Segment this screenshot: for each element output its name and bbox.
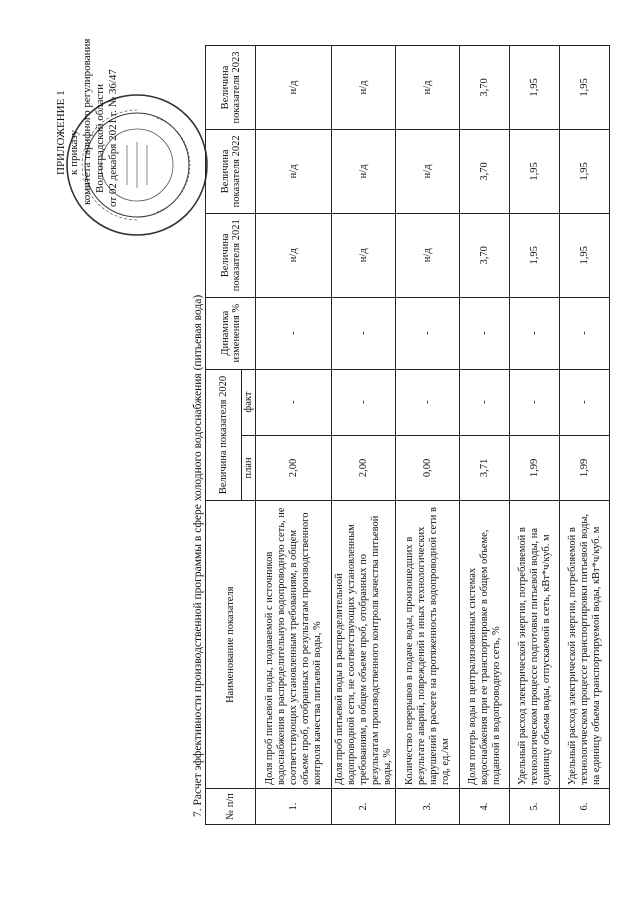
row-num: 2. <box>332 789 396 825</box>
row-value-2023: 1,95 <box>510 46 560 130</box>
table-row <box>396 46 460 825</box>
table-row <box>510 46 560 825</box>
row-num: 6. <box>560 789 610 825</box>
col-header-fact: факт <box>242 369 256 435</box>
row-indicator-name: Доля проб питьевой воды в распределительной водопроводной сети, не соответствующих установленным требованиям, в общем объеме проб, отобранных по результатам производственного контроля качества питьевой воды, % <box>332 501 396 789</box>
row-dynamics-value: - <box>332 297 396 369</box>
col-header-value2021: Величина показателя 2021 <box>206 213 256 297</box>
committee-name: комитета тарифного регулирования <box>81 38 93 205</box>
appendix-header <box>55 15 120 215</box>
row-value-2022: н/д <box>256 129 332 213</box>
row-value-2023: н/д <box>256 46 332 130</box>
col-header-num: № п/п <box>206 789 256 825</box>
row-value-2021: н/д <box>396 213 460 297</box>
row-fact-value: - <box>460 369 510 435</box>
efficiency-table <box>205 45 610 825</box>
col-header-dynamics: Динамика изменения % <box>206 297 256 369</box>
row-value-2022: н/д <box>396 129 460 213</box>
row-plan-value: 1,99 <box>560 435 610 501</box>
row-value-2023: 1,95 <box>560 46 610 130</box>
row-value-2021: 1,95 <box>560 213 610 297</box>
row-value-2023: н/д <box>332 46 396 130</box>
table-row <box>560 46 610 825</box>
row-plan-value: 2,00 <box>332 435 396 501</box>
row-value-2022: 1,95 <box>560 129 610 213</box>
row-dynamics-value: - <box>460 297 510 369</box>
row-plan-value: 1,99 <box>510 435 560 501</box>
col-header-plan: план <box>242 435 256 501</box>
section-title: 7. Расчет эффективности производственной программы в сфере холодного водоснабжения (питьевая вода) <box>192 294 204 817</box>
order-date-number: от 02 декабря 2021 г. № 36/47 <box>107 69 119 207</box>
col-header-value2020: Величина показателя 2020 <box>206 369 242 501</box>
row-plan-value: 0,00 <box>396 435 460 501</box>
row-indicator-name: Количество перерывов в подаче воды, произошедших в результате аварий, повреждений и иных технологических нарушений в расчете на протяженность водопроводной сети в год, ед./км <box>396 501 460 789</box>
row-value-2021: н/д <box>256 213 332 297</box>
row-dynamics-value: - <box>396 297 460 369</box>
row-value-2022: 1,95 <box>510 129 560 213</box>
row-fact-value: - <box>560 369 610 435</box>
order-reference: к приказу <box>68 129 80 175</box>
row-value-2022: 3,70 <box>460 129 510 213</box>
table-row <box>332 46 396 825</box>
row-plan-value: 2,00 <box>256 435 332 501</box>
row-value-2022: н/д <box>332 129 396 213</box>
row-num: 4. <box>460 789 510 825</box>
row-indicator-name: Доля потерь воды в централизованных системах водоснабжения при ее транспортировке в общем объеме, поданной в водопроводную сеть, % <box>460 501 510 789</box>
row-dynamics-value: - <box>256 297 332 369</box>
row-value-2023: н/д <box>396 46 460 130</box>
col-header-value2023: Величина показателя 2023 <box>206 46 256 130</box>
row-fact-value: - <box>256 369 332 435</box>
row-value-2021: н/д <box>332 213 396 297</box>
row-value-2021: 3,70 <box>460 213 510 297</box>
row-num: 5. <box>510 789 560 825</box>
col-header-value2022: Величина показателя 2022 <box>206 129 256 213</box>
appendix-title: ПРИЛОЖЕНИЕ 1 <box>55 90 67 175</box>
row-fact-value: - <box>396 369 460 435</box>
row-num: 1. <box>256 789 332 825</box>
row-value-2023: 3,70 <box>460 46 510 130</box>
row-dynamics-value: - <box>510 297 560 369</box>
row-value-2021: 1,95 <box>510 213 560 297</box>
row-plan-value: 3,71 <box>460 435 510 501</box>
table-row <box>256 46 332 825</box>
row-fact-value: - <box>510 369 560 435</box>
col-header-name: Наименование показателя <box>206 501 256 789</box>
region-name: Волгоградской области <box>94 84 106 193</box>
row-fact-value: - <box>332 369 396 435</box>
table-row <box>460 46 510 825</box>
row-dynamics-value: - <box>560 297 610 369</box>
row-indicator-name: Удельный расход электрической энергии, потребляемой в технологическом процессе транспортировки питьевой воды, на единицу объема транспортируемой воды, кВт*ч/куб. м <box>560 501 610 789</box>
row-num: 3. <box>396 789 460 825</box>
row-indicator-name: Доля проб питьевой воды, подаваемой с источников водоснабжения в распределительную водопроводную сеть, не соответствующих установленным требованиям, в общем объеме проб, отобранных по результатам производственного контроля качества питьевой воды, % <box>256 501 332 789</box>
row-indicator-name: Удельный расход электрической энергии, потребляемой в технологическом процессе подготовки питьевой воды, на единицу объема воды, отпускаемой в сеть, кВт*ч/куб. м <box>510 501 560 789</box>
